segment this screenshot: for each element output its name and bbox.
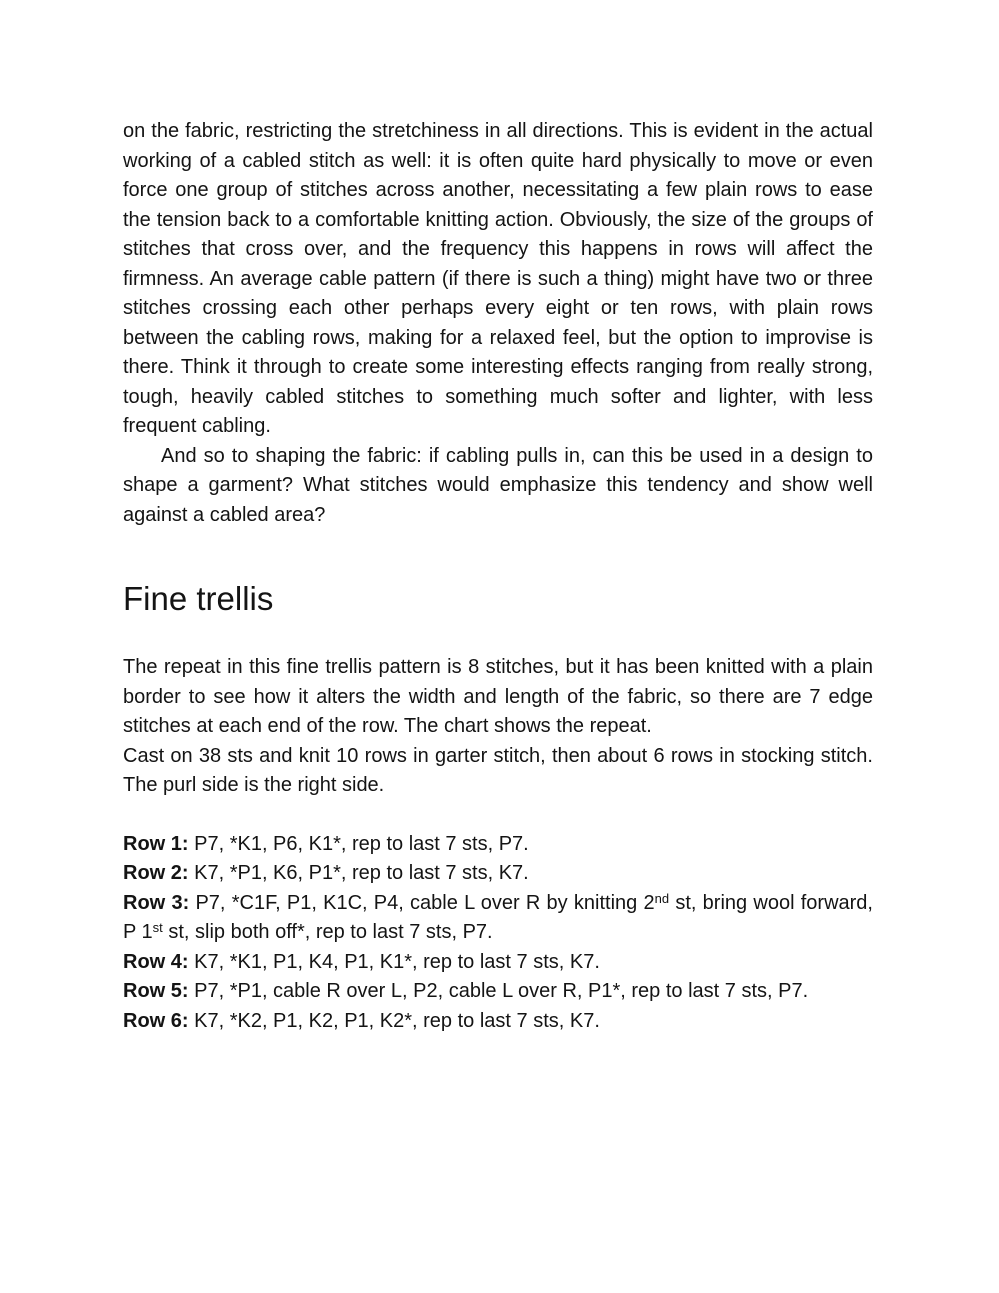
row-5-label: Row 5:: [123, 980, 189, 1002]
row-3-text-part3: st, slip both off*, rep to last 7 sts, P7.: [162, 921, 493, 943]
row-instruction-1: [123, 830, 873, 860]
row-instruction-4: [123, 948, 873, 978]
row-3-text-part2: st, bring wool forward, P 1: [123, 891, 873, 943]
row-6-text: K7, *K2, P1, K2, P1, K2*, rep to last 7 sts, K7.: [188, 1009, 600, 1032]
paragraph-repeat: The repeat in this fine trellis pattern is 8 stitches, but it has been knitted with a plain border to see how it alters the width and length of the fabric, so there are 7 edge stitches at each end of the row. The chart shows the repeat.: [123, 656, 873, 737]
paragraph-shaping: And so to shaping the fabric: if cabling pulls in, can this be used in a design to shape a garment? What stitches would emphasize this tendency and show well against a cabled area?: [123, 444, 873, 526]
row-3-ordinal-nd: nd: [654, 890, 670, 906]
paragraph-cast-on: Cast on 38 sts and knit 10 rows in garter stitch, then about 6 rows in stocking stitch. The purl side is the right side.: [123, 744, 873, 796]
row-4-label: Row 4:: [123, 950, 189, 973]
row-instruction-2: [123, 859, 873, 889]
row-3-text-part1: P7, *C1F, P1, K1C, P4, cable L over R by knitting 2: [189, 891, 655, 914]
row-instruction-3: [123, 889, 873, 948]
paragraph-intro: on the fabric, restricting the stretchiness in all directions. This is evident in the actual working of a cabled stitch as well: it is often quite hard physically to move or even force one group of stitches across another, necessitating a few plain rows to ease the tension back to a comfortable knitting action. Obviously, the size of the groups of stitches that cross over, and the frequency this happens in rows will affect the firmness. An average cable pattern (if there is such a thing) might have two or three stitches crossing each other perhaps every eight or ten rows, with plain rows between the cabling rows, making for a relaxed feel, but the option to improvise is there. Think it through to create some interesting effects ranging from really strong, tough, heavily cabled stitches to something much softer and lighter, with less frequent cabling.: [123, 120, 873, 437]
row-instructions: [123, 830, 873, 1037]
row-1-text: P7, *K1, P6, K1*, rep to last 7 sts, P7.: [188, 832, 529, 855]
row-3-label: Row 3:: [123, 891, 190, 914]
row-5-text: P7, *P1, cable R over L, P2, cable L over R, P1*, rep to last 7 sts, P7.: [188, 980, 809, 1002]
row-1-label: Row 1:: [123, 832, 189, 855]
row-2-text: K7, *P1, K6, P1*, rep to last 7 sts, K7.: [188, 862, 529, 884]
row-3-ordinal-st: st: [152, 920, 163, 936]
section-heading: Fine trellis: [123, 580, 274, 617]
text-column: [123, 117, 873, 1036]
row-6-label: Row 6:: [123, 1009, 189, 1032]
row-2-label: Row 2:: [123, 862, 189, 884]
row-instruction-5: [123, 977, 873, 1007]
row-instruction-6: [123, 1007, 873, 1037]
row-4-text: K7, *K1, P1, K4, P1, K1*, rep to last 7 sts, K7.: [188, 950, 600, 973]
